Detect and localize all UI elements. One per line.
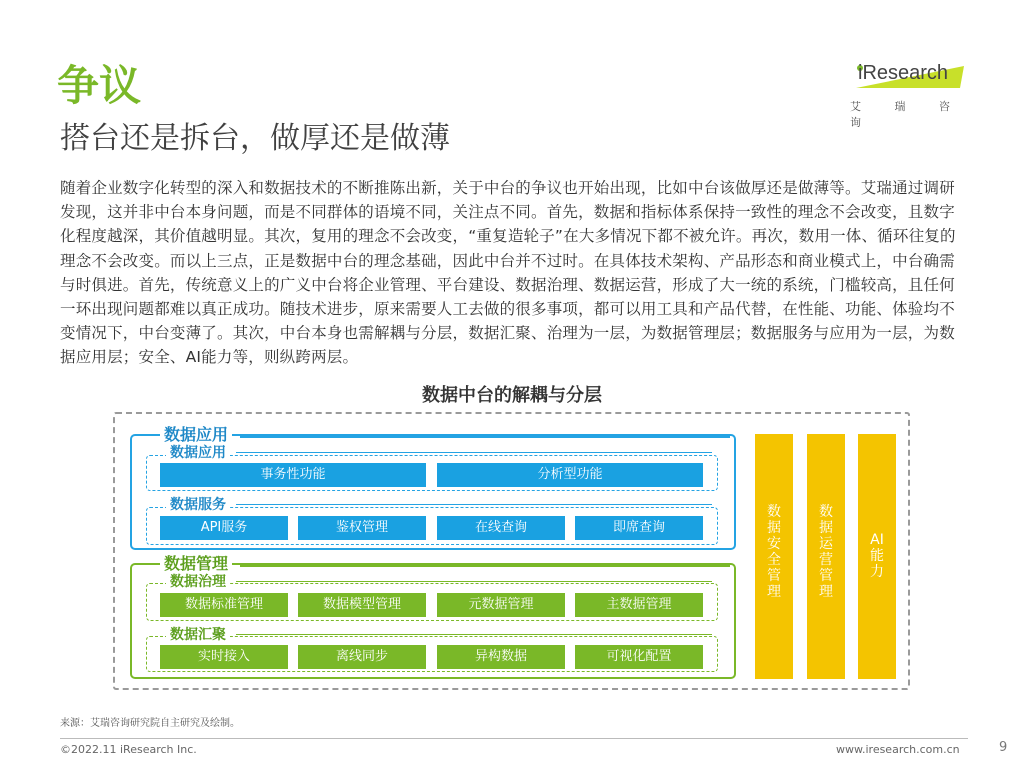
bar-char: 管	[767, 568, 781, 584]
bar-char: 据	[767, 520, 781, 536]
aggregation-item: 异构数据	[437, 645, 565, 669]
bar-char: 营	[819, 552, 833, 568]
mgmt-sub2-label: 数据汇聚	[166, 626, 230, 644]
aggregation-item: 离线同步	[298, 645, 426, 669]
app-sub1-label: 数据应用	[166, 444, 230, 462]
bar-char: AI	[870, 532, 884, 548]
bar-char: 安	[767, 536, 781, 552]
mgmt-sub1-label: 数据治理	[166, 573, 230, 591]
copyright: ©2022.11 iResearch Inc.	[60, 743, 197, 756]
aggregation-item: 可视化配置	[575, 645, 703, 669]
logo-brand: iResearch	[858, 62, 949, 84]
bar-char: 理	[819, 584, 833, 600]
source-note: 来源：艾瑞咨询研究院自主研究及绘制。	[60, 718, 240, 729]
aggregation-item: 实时接入	[160, 645, 288, 669]
bar-char: 数	[819, 504, 833, 520]
bar-char: 数	[767, 504, 781, 520]
governance-item: 元数据管理	[437, 593, 565, 617]
app-layer-rule	[240, 436, 730, 438]
app-item: 分析型功能	[437, 463, 703, 487]
diagram-title: 数据中台的解耦与分层	[422, 385, 602, 406]
bar-char: 管	[819, 568, 833, 584]
mgmt-layer-label: 数据管理	[160, 555, 232, 573]
service-item: 即席查询	[575, 516, 703, 540]
app-layer-label: 数据应用	[160, 426, 232, 444]
body-paragraph: 随着企业数字化转型的深入和数据技术的不断推陈出新，关于中台的争议也开始出现，比如中台该做厚还是做薄等。艾瑞通过调研发现，这并非中台本身问题，而是不同群体的语境不同，关注点不同。首先，数据和指标体系保持一致性的理念不会改变，且数字化程度越深，其价值越明显。其次，复用的理念不会改变，“重复造轮子”在大多情况下都不被允许。再次，数用一体、循环往复的理念不会改变。而以上三点，正是数据中台的理念基础，因此中台并不过时。在具体技术架构、产品形态和商业模式上，中台确需与时俱进。首先，传统意义上的广义中台将企业管理、平台建设、数据治理、数据运营，形成了大一统的系统，门槛较高，且任何一环出现问题都难以真正成功。随技术进步，原来需要人工去做的很多事项，都可以用工具和产品代替，在性能、功能、体验均不变情况下，中台变薄了。其次，中台本身也需解耦与分层，数据汇聚、治理为一层，为数据管理层；数据服务与应用为一层，为数据应用层；安全、AI能力等，则纵跨两层。	[60, 179, 956, 367]
bar-char: 力	[870, 564, 884, 580]
governance-item: 数据模型管理	[298, 593, 426, 617]
app-sub2-rule	[236, 504, 712, 505]
operations-management-bar	[807, 434, 845, 679]
mgmt-sub2-rule	[236, 634, 712, 635]
app-sub2-label: 数据服务	[166, 496, 230, 514]
iresearch-logo	[848, 58, 970, 129]
logo-cn: 艾 瑞 咨 询	[850, 100, 965, 129]
app-sub1-rule	[236, 452, 712, 453]
bar-char: 能	[870, 548, 884, 564]
governance-item: 数据标准管理	[160, 593, 288, 617]
bar-char: 理	[767, 584, 781, 600]
page-number: 9	[999, 740, 1008, 755]
service-item: 在线查询	[437, 516, 565, 540]
mgmt-sub1-rule	[236, 581, 712, 582]
service-item: API服务	[160, 516, 288, 540]
mgmt-layer-rule	[240, 565, 730, 567]
governance-item: 主数据管理	[575, 593, 703, 617]
ai-capability-bar	[858, 434, 896, 679]
bar-char: 运	[819, 536, 833, 552]
page-title: 争议	[57, 61, 142, 110]
security-management-bar	[755, 434, 793, 679]
service-item: 鉴权管理	[298, 516, 426, 540]
bar-char: 全	[767, 552, 781, 568]
bar-char: 据	[819, 520, 833, 536]
website-link[interactable]: www.iresearch.com.cn	[836, 743, 960, 756]
footer-divider	[60, 738, 968, 739]
app-item: 事务性功能	[160, 463, 426, 487]
page-subtitle: 搭台还是拆台，做厚还是做薄	[60, 121, 450, 156]
